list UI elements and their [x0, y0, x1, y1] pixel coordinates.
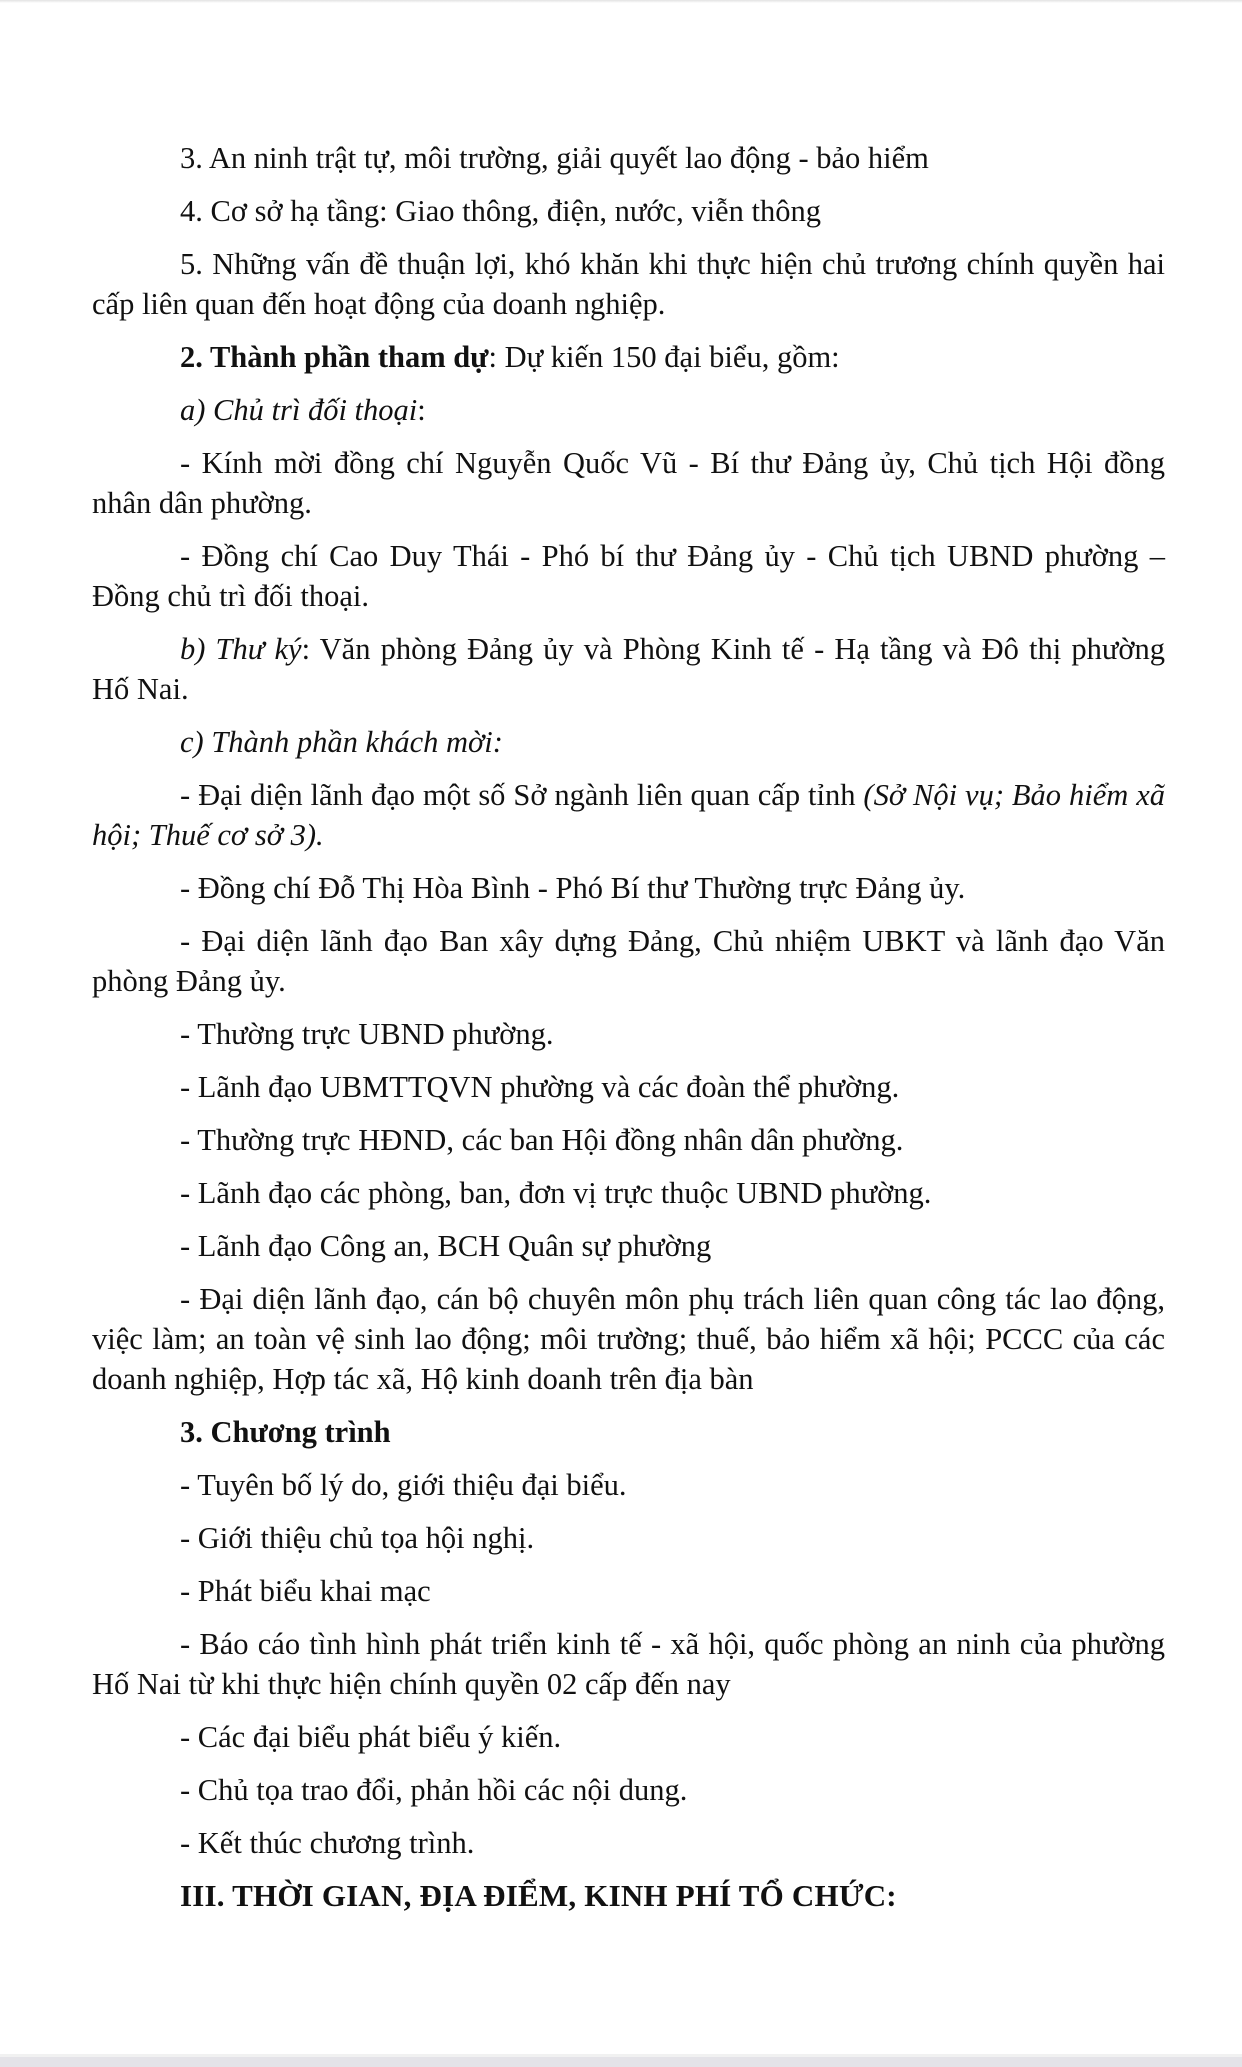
- section-2-heading: [92, 337, 1165, 377]
- topic-item: 3. An ninh trật tự, môi trường, giải quyết lao động - bảo hiểm: [180, 141, 929, 175]
- chair-label: a) Chủ trì đối thoại: [180, 393, 418, 427]
- guest-item: - Đồng chí Đỗ Thị Hòa Bình - Phó Bí thư Thường trực Đảng ủy.: [180, 871, 966, 905]
- chair-label-line: [92, 390, 1165, 430]
- guest-item-text: - Đại diện lãnh đạo một số Sở ngành liên quan cấp tỉnh: [180, 778, 864, 812]
- chair-label-suffix: :: [417, 393, 426, 427]
- guests-label: c) Thành phần khách mời:: [180, 725, 503, 759]
- guest-item: [92, 775, 1165, 855]
- program-item: - Chủ tọa trao đổi, phản hồi các nội dung.: [180, 1773, 688, 1807]
- program-item: - Phát biểu khai mạc: [180, 1574, 431, 1608]
- guest-item: - Lãnh đạo các phòng, ban, đơn vị trực thuộc UBND phường.: [180, 1176, 932, 1210]
- document-page: [92, 138, 1165, 1929]
- chair-item: - Đồng chí Cao Duy Thái - Phó bí thư Đảng ủy - Chủ tịch UBND phường – Đồng chủ trì đối thoại.: [92, 539, 1165, 613]
- chair-item: - Kính mời đồng chí Nguyễn Quốc Vũ - Bí thư Đảng ủy, Chủ tịch Hội đồng nhân dân phường.: [92, 446, 1165, 520]
- section-III-heading: III. THỜI GIAN, ĐỊA ĐIỂM, KINH PHÍ TỔ CHỨC:: [180, 1878, 897, 1913]
- page-top-edge: [0, 0, 1242, 3]
- program-item: - Kết thúc chương trình.: [180, 1826, 475, 1860]
- program-item: - Giới thiệu chủ tọa hội nghị.: [180, 1521, 535, 1555]
- secretary-line: [92, 629, 1165, 709]
- guest-item: - Lãnh đạo Công an, BCH Quân sự phường: [180, 1229, 712, 1263]
- viewer-bottom-bar: [0, 2054, 1242, 2067]
- section-2-title: 2. Thành phần tham dự: [180, 340, 489, 374]
- section-3-heading: 3. Chương trình: [180, 1415, 391, 1449]
- section-2-summary: : Dự kiến 150 đại biểu, gồm:: [488, 340, 840, 374]
- guest-item: - Thường trực HĐND, các ban Hội đồng nhân dân phường.: [180, 1123, 904, 1157]
- program-item: - Tuyên bố lý do, giới thiệu đại biểu.: [180, 1468, 627, 1502]
- guest-item: - Đại diện lãnh đạo Ban xây dựng Đảng, Chủ nhiệm UBKT và lãnh đạo Văn phòng Đảng ủy.: [92, 924, 1165, 998]
- secretary-label: b) Thư ký: [180, 632, 302, 666]
- topic-item: 5. Những vấn đề thuận lợi, khó khăn khi thực hiện chủ trương chính quyền hai cấp liên quan đến hoạt động của doanh nghiệp.: [92, 247, 1165, 321]
- program-item: - Các đại biểu phát biểu ý kiến.: [180, 1720, 562, 1754]
- guest-item: - Đại diện lãnh đạo, cán bộ chuyên môn phụ trách liên quan công tác lao động, việc làm; an toàn vệ sinh lao động; môi trường; thuế, bảo hiểm xã hội; PCCC của các doanh nghiệp, Hợp tác xã, Hộ kinh doanh trên địa bàn: [92, 1282, 1165, 1396]
- topic-item: 4. Cơ sở hạ tầng: Giao thông, điện, nước, viễn thông: [180, 194, 821, 228]
- guest-item: - Lãnh đạo UBMTTQVN phường và các đoàn thể phường.: [180, 1070, 900, 1104]
- guest-item: - Thường trực UBND phường.: [180, 1017, 554, 1051]
- program-item: - Báo cáo tình hình phát triển kinh tế - xã hội, quốc phòng an ninh của phường Hố Nai từ khi thực hiện chính quyền 02 cấp đến nay: [92, 1627, 1165, 1701]
- guest-item-note: (Sở Nội vụ; Bảo hiểm xã hội; Thuế cơ sở 3).: [92, 778, 1166, 852]
- secretary-text: : Văn phòng Đảng ủy và Phòng Kinh tế - Hạ tầng và Đô thị phường Hố Nai.: [92, 632, 1165, 706]
